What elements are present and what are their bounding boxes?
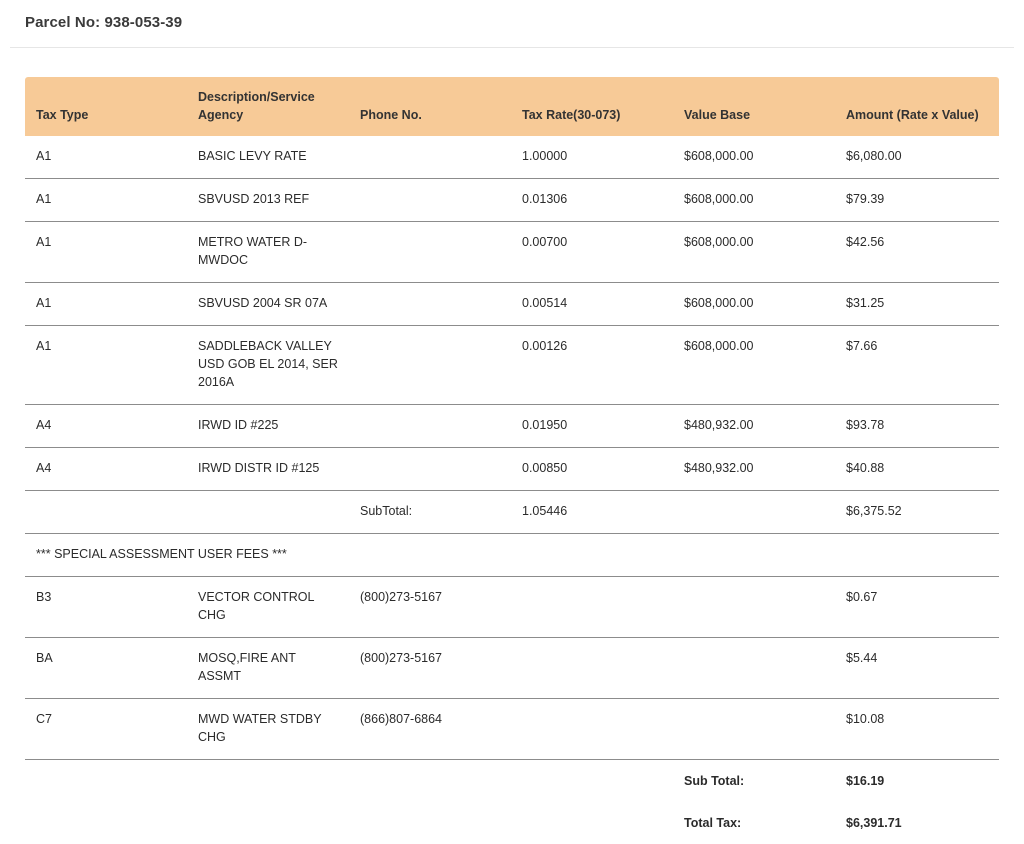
cell-description (187, 326, 349, 405)
description-line: BASIC LEVY RATE (198, 149, 307, 163)
cell-amount: $31.25 (835, 283, 999, 326)
description-line: 2016A (198, 375, 235, 389)
cell-tax-type: B3 (25, 577, 187, 638)
cell-description (187, 699, 349, 760)
description-line: MWD WATER STDBY (198, 712, 322, 726)
cell-phone: (800)273-5167 (349, 577, 511, 638)
table-body (25, 136, 999, 844)
cell-empty (187, 802, 349, 844)
description-line: VECTOR CONTROL (198, 590, 315, 604)
parcel-header (10, 0, 1014, 48)
cell-value-base: $480,932.00 (673, 448, 835, 491)
cell-tax-rate: 0.00700 (511, 222, 673, 283)
tax-breakdown-table (25, 77, 999, 844)
table-row (25, 283, 999, 326)
description-line: MOSQ,FIRE ANT ASSMT (198, 651, 296, 683)
cell-tax-rate: 0.00514 (511, 283, 673, 326)
cell-value-base: $608,000.00 (673, 222, 835, 283)
cell-tax-rate: 0.01306 (511, 179, 673, 222)
cell-phone (349, 283, 511, 326)
cell-value-base: $608,000.00 (673, 283, 835, 326)
total-tax-amount: $6,391.71 (846, 816, 902, 830)
cell-amount: $10.08 (835, 699, 999, 760)
cell-tax-type: A1 (25, 283, 187, 326)
subtotal-row (25, 491, 999, 534)
cell-description (187, 136, 349, 179)
cell-value-base: $608,000.00 (673, 326, 835, 405)
subtotal-rate: 1.05446 (511, 491, 673, 534)
table-header-row (25, 77, 999, 136)
cell-description (187, 283, 349, 326)
cell-tax-rate (511, 638, 673, 699)
subtotal-amount: $6,375.52 (835, 491, 999, 534)
cell-empty (511, 760, 673, 803)
description-line: METRO WATER D- (198, 235, 308, 249)
cell-tax-type: A1 (25, 326, 187, 405)
cell-description (187, 222, 349, 283)
cell-description (187, 405, 349, 448)
table-row (25, 179, 999, 222)
cell-empty (25, 491, 187, 534)
cell-tax-type: C7 (25, 699, 187, 760)
cell-tax-rate: 0.00126 (511, 326, 673, 405)
cell-amount: $7.66 (835, 326, 999, 405)
cell-empty (187, 760, 349, 803)
cell-empty (25, 802, 187, 844)
table-row (25, 405, 999, 448)
cell-empty (349, 802, 511, 844)
cell-amount: $79.39 (835, 179, 999, 222)
total-tax-row (25, 802, 999, 844)
special-assessment-section-row (25, 534, 999, 577)
cell-description (187, 577, 349, 638)
cell-value-base (673, 577, 835, 638)
description-line: SBVUSD 2004 SR 07A (198, 296, 328, 310)
cell-empty (25, 760, 187, 803)
column-header-description-line1: Description/Service (198, 90, 315, 104)
cell-empty (673, 491, 835, 534)
description-line: MWDOC (198, 253, 248, 267)
cell-value-base (673, 699, 835, 760)
cell-amount: $5.44 (835, 638, 999, 699)
cell-empty (511, 802, 673, 844)
cell-amount: $6,080.00 (835, 136, 999, 179)
fee-row (25, 699, 999, 760)
special-assessment-label: *** SPECIAL ASSESSMENT USER FEES *** (25, 534, 999, 577)
cell-tax-rate: 0.00850 (511, 448, 673, 491)
cell-tax-type: A4 (25, 405, 187, 448)
cell-tax-type: BA (25, 638, 187, 699)
description-line: CHG (198, 608, 226, 622)
table-row (25, 136, 999, 179)
cell-tax-rate: 1.00000 (511, 136, 673, 179)
cell-phone: (866)807-6864 (349, 699, 511, 760)
cell-amount: $42.56 (835, 222, 999, 283)
cell-value-base: $480,932.00 (673, 405, 835, 448)
cell-description (187, 448, 349, 491)
cell-amount: $93.78 (835, 405, 999, 448)
cell-description (187, 638, 349, 699)
column-header-tax-rate: Tax Rate(30-073) (522, 108, 621, 122)
cell-phone (349, 448, 511, 491)
cell-tax-type: A4 (25, 448, 187, 491)
subtotal-label: SubTotal: (349, 491, 511, 534)
table-row (25, 326, 999, 405)
cell-tax-type: A1 (25, 222, 187, 283)
table-row (25, 448, 999, 491)
column-header-value-base: Value Base (684, 108, 751, 122)
cell-empty (187, 491, 349, 534)
column-header-description-line2: Agency (198, 108, 244, 122)
fees-subtotal-amount: $16.19 (846, 774, 885, 788)
table-row (25, 222, 999, 283)
parcel-title: Parcel No: 938-053-39 (25, 14, 183, 31)
column-header-phone: Phone No. (360, 108, 422, 122)
cell-phone: (800)273-5167 (349, 638, 511, 699)
cell-phone (349, 222, 511, 283)
description-line: SBVUSD 2013 REF (198, 192, 310, 206)
cell-tax-type: A1 (25, 136, 187, 179)
cell-tax-type: A1 (25, 179, 187, 222)
column-header-description (187, 77, 349, 136)
cell-phone (349, 326, 511, 405)
total-tax-label: Total Tax: (684, 816, 742, 830)
description-line: IRWD ID #225 (198, 418, 279, 432)
column-header-amount: Amount (Rate x Value) (846, 108, 979, 122)
cell-phone (349, 136, 511, 179)
column-header-tax-type: Tax Type (36, 108, 89, 122)
cell-amount: $40.88 (835, 448, 999, 491)
fee-row (25, 577, 999, 638)
cell-amount: $0.67 (835, 577, 999, 638)
cell-tax-rate: 0.01950 (511, 405, 673, 448)
cell-value-base (673, 638, 835, 699)
fees-subtotal-row (25, 760, 999, 803)
cell-value-base: $608,000.00 (673, 179, 835, 222)
cell-value-base: $608,000.00 (673, 136, 835, 179)
description-line: SADDLEBACK VALLEY (198, 339, 332, 353)
fees-subtotal-label: Sub Total: (684, 774, 745, 788)
description-line: USD GOB EL 2014, SER (198, 357, 338, 371)
table-header (25, 77, 999, 136)
description-line: CHG (198, 730, 226, 744)
cell-tax-rate (511, 577, 673, 638)
fee-row (25, 638, 999, 699)
cell-tax-rate (511, 699, 673, 760)
cell-empty (349, 760, 511, 803)
description-line: IRWD DISTR ID #125 (198, 461, 320, 475)
cell-phone (349, 405, 511, 448)
cell-phone (349, 179, 511, 222)
cell-description (187, 179, 349, 222)
